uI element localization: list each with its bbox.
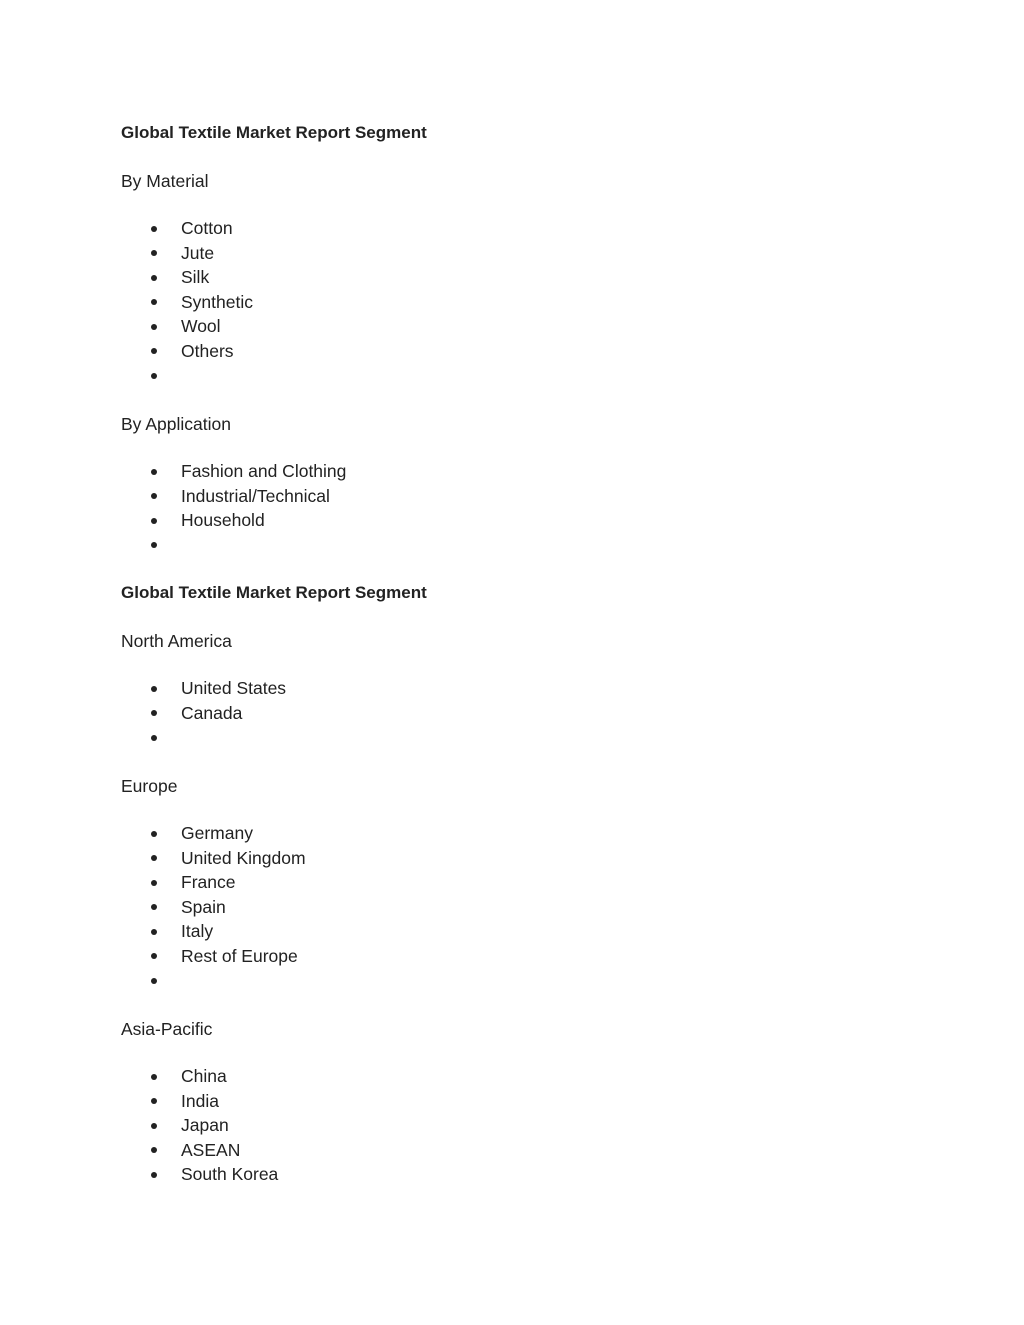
list-item bbox=[121, 1113, 278, 1138]
section-heading: Global Textile Market Report Segment bbox=[121, 123, 427, 142]
bullet-icon bbox=[151, 735, 157, 741]
bullet-icon bbox=[151, 710, 157, 716]
bullet-icon bbox=[151, 299, 157, 305]
bullet-icon bbox=[151, 542, 157, 548]
bullet-icon bbox=[151, 469, 157, 475]
list-item bbox=[121, 484, 346, 509]
list-item bbox=[121, 314, 253, 339]
list-item-label: Others bbox=[181, 340, 234, 361]
list-item bbox=[121, 508, 346, 533]
bullet-icon bbox=[151, 953, 157, 959]
list-item bbox=[121, 364, 253, 389]
list-item bbox=[121, 1138, 278, 1163]
group-title-asia-pacific: Asia-Pacific bbox=[121, 1019, 213, 1039]
bullet-icon bbox=[151, 348, 157, 354]
list-item bbox=[121, 870, 306, 895]
bullet-icon bbox=[151, 1123, 157, 1129]
bullet-icon bbox=[151, 686, 157, 692]
list-item bbox=[121, 459, 346, 484]
list-item-label: Rest of Europe bbox=[181, 945, 298, 966]
bullet-icon bbox=[151, 831, 157, 837]
list-item-label: Synthetic bbox=[181, 291, 253, 312]
list-item-label: Cotton bbox=[181, 218, 233, 238]
list-item-label: Canada bbox=[181, 702, 243, 723]
list-item bbox=[121, 821, 306, 846]
group-title-application: By Application bbox=[121, 414, 231, 434]
list-item bbox=[121, 919, 306, 944]
bullet-icon bbox=[151, 1172, 157, 1178]
list-item bbox=[121, 533, 346, 558]
list-item-label: Silk bbox=[181, 267, 210, 288]
north-america-list bbox=[121, 676, 286, 750]
asia-pacific-list bbox=[121, 1064, 278, 1187]
bullet-icon bbox=[151, 324, 157, 330]
list-item-label: Household bbox=[181, 510, 265, 531]
section-heading: Global Textile Market Report Segment bbox=[121, 583, 427, 602]
list-item-label: China bbox=[181, 1066, 227, 1086]
list-item-label: United States bbox=[181, 678, 287, 698]
list-item-label: France bbox=[181, 872, 236, 893]
list-item bbox=[121, 725, 286, 750]
group-title-material: By Material bbox=[121, 171, 209, 191]
europe-list bbox=[121, 821, 306, 993]
list-item-label: Germany bbox=[181, 823, 253, 843]
bullet-icon bbox=[151, 904, 157, 910]
bullet-icon bbox=[151, 275, 157, 281]
bullet-icon bbox=[151, 929, 157, 935]
bullet-icon bbox=[151, 978, 157, 984]
list-item-label: South Korea bbox=[181, 1164, 279, 1185]
bullet-icon bbox=[151, 226, 157, 232]
list-item-label: Fashion and Clothing bbox=[181, 461, 347, 481]
list-item bbox=[121, 895, 306, 920]
list-item-label: Jute bbox=[181, 242, 215, 263]
list-item bbox=[121, 1089, 278, 1114]
bullet-icon bbox=[151, 880, 157, 886]
bullet-icon bbox=[151, 1098, 157, 1104]
list-item bbox=[121, 216, 253, 241]
list-item-label: Industrial/Technical bbox=[181, 485, 330, 506]
list-item bbox=[121, 944, 306, 969]
list-item-label: Italy bbox=[181, 921, 214, 942]
list-item bbox=[121, 1162, 278, 1187]
bullet-icon bbox=[151, 250, 157, 256]
bullet-icon bbox=[151, 1074, 157, 1080]
list-item-label: United Kingdom bbox=[181, 847, 306, 868]
list-item bbox=[121, 969, 306, 994]
bullet-icon bbox=[151, 373, 157, 379]
list-item-label: ASEAN bbox=[181, 1139, 241, 1160]
list-item bbox=[121, 676, 286, 701]
list-item bbox=[121, 1064, 278, 1089]
list-item bbox=[121, 846, 306, 871]
list-item bbox=[121, 339, 253, 364]
list-item bbox=[121, 701, 286, 726]
list-item bbox=[121, 241, 253, 266]
bullet-icon bbox=[151, 855, 157, 861]
list-item-label: India bbox=[181, 1090, 219, 1111]
list-item bbox=[121, 265, 253, 290]
bullet-icon bbox=[151, 518, 157, 524]
material-list bbox=[121, 216, 253, 388]
list-item bbox=[121, 290, 253, 315]
group-title-north-america: North America bbox=[121, 631, 232, 651]
group-title-europe: Europe bbox=[121, 776, 178, 796]
list-item-label: Spain bbox=[181, 896, 226, 917]
list-item-label: Wool bbox=[181, 316, 221, 337]
list-item-label: Japan bbox=[181, 1115, 229, 1136]
bullet-icon bbox=[151, 493, 157, 499]
application-list bbox=[121, 459, 346, 557]
bullet-icon bbox=[151, 1147, 157, 1153]
